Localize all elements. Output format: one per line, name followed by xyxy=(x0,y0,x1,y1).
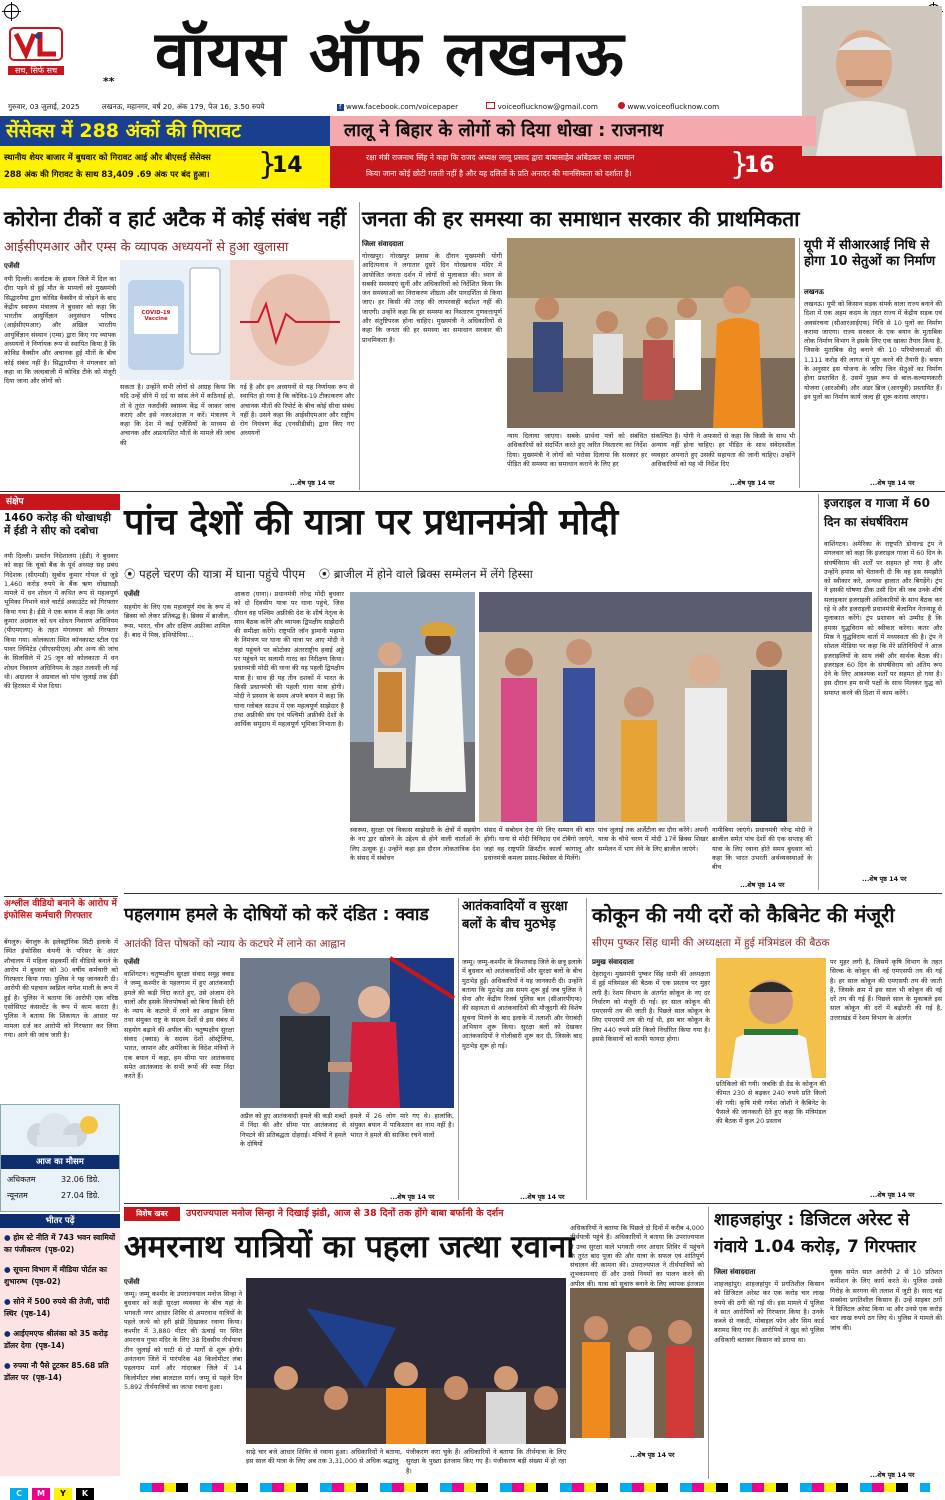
weather-max-label: अधिकतम xyxy=(7,1175,36,1184)
bullet-icon: ● xyxy=(4,1361,14,1370)
index-item[interactable] xyxy=(4,1360,118,1384)
janta-col4: संकल्पित है। योगी ने अफसरों से कहा कि किसी के साथ भी अन्याय नहीं होना चाहिए। हर पीड़ित के साथ संवेदनशील व्यवहार अपनाते हुए उसकी सहायता की जानी चाहिए। उन्होंने अधिकारियों को यह भी निर्देश दिए xyxy=(651,432,795,468)
dhami-photo xyxy=(716,958,826,1078)
janta-col3: न्याय दिलाया जाएगा। सबके प्रार्थना पत्रों को संबंधित अधिकारियों को संदर्भित करते हुए त्वरित निस्तारण का निर्देश दिया। मुख्यमंत्री ने लोगों को भरोसा दिलाया कि सरकार हर पीड़ित की समस्या का समाधान कराने के लिए हर xyxy=(507,432,647,468)
facebook-icon: f xyxy=(337,102,344,111)
corona-col2: सकता है। उन्होंने सभी लोगों से आग्रह किया कि यदि उन्हें सीने में दर्द या सांस लेने में कठिनाई हो, तो वे तुरंत नजदीकी स्वास्थ्य केंद्र में जाकर जांच कराएं और इसे नजरअंदाज न करें। मंत्रालय ने कहा कि देश में कई एजेंसियों के माध्यम से अचानक और अप्रत्याशित मौतों के मामले की जांच की xyxy=(120,383,235,447)
modi-sub2: ब्राजील में होने वाले ब्रिक्स सम्मेलन में लेंगे हिस्सा xyxy=(333,567,533,581)
amarnath-continued: ...शेष पृष्ठ 14 पर xyxy=(630,1451,675,1459)
registration-mark xyxy=(4,4,19,19)
ticker-left-text2: 288 अंक की गिरावट के साथ 83,409 .69 अंक पर बंद हुआ। xyxy=(4,169,210,179)
ticker-right-page-ref: 16 xyxy=(744,153,775,178)
cabinet-col2: पर मुहर लगी है, जिसमें कृषि विभाग के तहत सिल्क के कोकून की नई एमएसपी तय की गई है। हर साल कोकून की एमएसपी तय की जाती है, जिसके क्रम में इस साल भी कोकून की नई दरें तय की गई हैं। पिछले साल के मुकाबले इस साल कोकून की दरों में बढ़ोतरी की गई है, उत्तराखंड में रेशम विभाग के अंतर्गत xyxy=(830,958,942,1022)
modi-ghana-photo-2 xyxy=(479,592,812,822)
bullet-icon: ● xyxy=(4,1233,14,1242)
special-tag: विशेष खबर xyxy=(124,1207,180,1221)
israel-headline: इजराइल व गाजा में 60 दिन का संघर्षविराम xyxy=(824,496,930,529)
index-item-ref: (पृष्ठ-14) xyxy=(32,1373,62,1382)
weather-cloud-icon xyxy=(7,1111,115,1151)
modi-byline: एजेंसी xyxy=(124,590,140,598)
index-item-text: आईएमएफ श्रीलंका को 35 करोड़ डॉलर देगा xyxy=(4,1329,108,1350)
ticker-left-text1: स्थानीय शेयर बाजार में बुधवार को गिरावट आई और बीएसई सेंसेक्स xyxy=(4,152,211,162)
weather-box xyxy=(0,1104,120,1212)
website-link[interactable]: www.voiceoflucknow.com xyxy=(627,102,720,111)
cabinet-headline: कोकून की नयी दरों को कैबिनेट की मंजूरी xyxy=(592,903,895,927)
cabinet-continued: ...शेष पृष्ठ 14 पर xyxy=(870,1191,915,1199)
weather-min-value: 27.04 डिग्रे. xyxy=(61,1191,100,1200)
amarnath-pilgrims-photo xyxy=(570,1288,704,1438)
email-link[interactable]: voiceoflucknow@gmail.com xyxy=(497,102,598,111)
index-item-text: सूचना विभाग में मीडिया पोर्टल का शुभारम्भ xyxy=(4,1265,107,1286)
cmyk-swatch: K xyxy=(76,1488,94,1500)
ticker-left-headline: सेंसेक्स में 288 अंकों की गिरावट xyxy=(0,116,336,146)
shahjahanpur-continued: ...शेष पृष्ठ 14 पर xyxy=(870,1471,915,1479)
terror-continued: ...शेष पृष्ठ 14 पर xyxy=(520,1193,565,1201)
ticker-right-text2: किया जाना कोई छोटी गलती नहीं है और यह दलितों के प्रति अनादर की मानसिकता को दर्शाता है। xyxy=(366,169,632,178)
index-item-text: होम स्टे नीति में 743 भवन स्वामियों का पंजीकरण xyxy=(4,1233,116,1254)
index-item-text: सोने में 500 रुपये की तेजी, चांदी स्थिर xyxy=(4,1297,110,1318)
quad-headline: पहलगाम हमले के दोषियों को करें दंडित : क्वाड xyxy=(124,905,429,925)
rajnath-photo xyxy=(802,6,942,156)
quad-jaishankar-photo xyxy=(240,958,454,1108)
israel-text: वाशिंगटन। अमेरिका के राष्ट्रपति डोनाल्ड ट्रंप ने मंगलवार को कहा कि इजराइल गाजा में 60 दिन के संघर्षविराम की शर्तों पर सहमत हो गया है और उन्होंने हमास को चेतावनी दी कि वह इस समझौते को स्वीकार करे, अन्यथा हालात और बिगड़ेंगे। ट्रंप ने इसकी घोषणा ठीक उसी दिन की जब उनके शीर्ष सलाहकार इजराइली अधिकारियों के साथ बैठक कर रहे थे और इजराइली प्रधानमंत्री बेंजामिन नेतन्याहू से मुलाकात करेंगे। ट्रंप प्रशासन को उम्मीद है कि हमास युद्धविराम को स्वीकार करेगा। कतर और मिस्र ने युद्धविराम वार्ता में मध्यस्थता की है। ट्रंप ने सोशल मीडिया पर कहा कि मेरे प्रतिनिधियों ने आज इजराइलियों के साथ लंबी और सार्थक बैठक की। इजराइल 60 दिन के संघर्षविराम को अंतिम रूप देने के लिए आवश्यक शर्तों पर सहमत हो गया है। इस दौरान हम सभी पक्षों के साथ मिलकर युद्ध को समाप्त करने की दिशा में काम करेंगे। xyxy=(824,540,942,697)
corona-headline: कोरोना टीकों व हार्ट अटैक में कोई संबंध नहीं xyxy=(4,207,347,231)
weather-title: आज का मौसम xyxy=(1,1155,119,1169)
issue-date: गुरुवार, 03 जुलाई, 2025 xyxy=(8,102,80,111)
ticker-right: लालू ने बिहार के लोगों को दिया धोखा : राजनाथ रक्षा मंत्री राजनाथ सिंह ने कहा कि राजद अध्यक्ष लालू प्रसाद द्वारा बाबासाहेब आंबेडकर का अपमान किया जाना कोई छोटी गलती नहीं है और यह दलितों के प्रति अनादर की मानसिकता को दर्शाता है। } 16 xyxy=(330,116,802,188)
amarnath-caption1: साढ़े चार बजे आधार शिविर से रवाना हुआ। अधिकारियों ने बताया, इस साल की यात्रा के लिए अब तक 3,31,000 से अधिक श्रद्धालु xyxy=(246,1448,402,1466)
index-item-ref: (पृष्ठ-02) xyxy=(44,1245,75,1254)
logo xyxy=(8,26,64,75)
cabinet-subhead: सीएम पुष्कर सिंह धामी की अध्यक्षता में हुई मंत्रिमंडल की बैठक xyxy=(592,937,830,949)
modi-headline: पांच देशों की यात्रा पर प्रधानमंत्री मोदी xyxy=(124,502,619,543)
corona-subhead: आईसीएमआर और एम्स के व्यापक अध्ययनों से हुआ खुलासा xyxy=(4,240,289,255)
bullet-icon: ● xyxy=(4,1329,14,1338)
corona-col3: गई है और इन अध्ययनों से यह निर्णायक रूप से स्थापित हो गया है कि कोविड-19 टीकाकरण और अचानक मौतों की रिपोर्ट के बीच कोई सीधा संबंध नहीं है। उसने कहा कि आईसीएमआर और राष्ट्रीय रोग नियंत्रण केंद्र (एनसीडीसी) द्वारा किए गए अध्ययनों xyxy=(240,383,354,438)
brief-section-label: संक्षेप xyxy=(0,494,120,510)
setu-continued: ...शेष पृष्ठ 14 पर xyxy=(870,479,915,487)
quad-caption1: अप्रैल को हुए आतंकवादी हमले की कड़ी शब्दों में निंदा की और सीमा पार आतंकवाद से निपटने की प्रतिबद्धता दोहराई। मंत्रियों ने हमले के दोषियों xyxy=(240,1112,346,1148)
modi-ghana-photo-1 xyxy=(350,592,475,822)
setu-text: लखनऊ। यूपी को किसान सड़क संपर्क वाला राज्य बनाने की दिशा में एक अहम कदम के तहत राज्य में केंद्रीय सड़क एवं अवसंरचना (सीआरआईएफ) निधि से 10 पुलों का निर्माण कराया जाएगा। राज्य सरकार के एक बयान के मुताबिक लोक निर्माण विभाग ने इसके लिए एक खाका तैयार किया है, जिसके मुताबिक सेतु बनाने की 10 परियोजनाओं की 1,111 करोड़ की लागत से पूरा करने की तैयारी है। बयान के अनुसार इस योजना के जरिए जिन सेतुओं का निर्माण होना प्रस्तावित है, उसमें मुख्य रूप से बाल-कल्याणकारी योजना (आरओबी) और अंडर ब्रिज (आरयूबी) प्रस्तावित हैं। इन पुलों का निर्माण कार्य जल्द ही शुरू कराया जाएगा। xyxy=(804,300,942,401)
setu-byline: लखनऊ xyxy=(804,288,824,296)
corona-continued: ...शेष पृष्ठ 14 पर xyxy=(290,479,335,487)
terror-headline: आतंकवादियों व सुरक्षा बलों के बीच मुठभेड़ xyxy=(462,899,568,932)
modi-col4: पांच जुलाई तक अर्जेंटीना का दौरा करेंगे। अपनी यात्रा के चौथे चरण में मोदी 17वें ब्रिक्स शिखर सम्मेलन में भाग लेने के लिए ब्राजील जाएंगे। xyxy=(598,826,708,853)
modi-sub-bullet: ⦿ xyxy=(124,567,140,581)
setu-headline: यूपी में सीआरआई निधि से होगा 10 सेतुओं का निर्माण xyxy=(804,238,936,269)
index-item[interactable] xyxy=(4,1296,118,1320)
amarnath-byline: एजेंसी xyxy=(124,1278,140,1286)
cabinet-byline: प्रमुख संवाददाता xyxy=(592,958,634,966)
corona-byline: एजेंसी xyxy=(4,262,20,270)
modi-col6: सहयोग के लिए एक महत्वपूर्ण मंच के रूप में ब्रिक्स को लेकर प्रतिबद्ध है। ब्रिक्स में ब्राजील, रूस, भारत, चीन और दक्षिण अफ्रीका शामिल हैं। बाद में मिस्र, इथियोपिया... xyxy=(124,603,230,639)
cabinet-col1: देहरादून। मुख्यमंत्री पुष्कर सिंह धामी की अध्यक्षता में हुई मंत्रिमंडल की बैठक में एक प्रस्ताव पर मुहर लगी है। रेशम विभाग के अंतर्गत कोकून के नए दर निर्धारण को मंजूरी दी गई। हर साल कोकून की एमएसपी तय की जाती है। पिछले साल कोकून के लिए एमएसपी तय की गई थी, इस बार कोकून के लिए 440 रुपये प्रति किलो निर्धारित किया गया है। इससे किसानों को काफी फायदा होगा। xyxy=(592,970,710,1044)
index-item[interactable] xyxy=(4,1264,118,1288)
cmyk-swatch: Y xyxy=(54,1488,72,1500)
amarnath-col2: अधिकारियों ने बताया कि पिछले दो दिनों में करीब 4,000 तीर्थयात्री पहुंचे हैं। अधिकारियों ने बताया कि उपराज्यपाल ने उच्च सुरक्षा वाले भगवती नगर आधार शिविर में पहुंचने के तुरंत बाद पूजा की और यात्रा के सफल एवं शांतिपूर्ण संचालन की कामना की। उपराज्यपाल ने तीर्थयात्रियों को शुभकामनाएं दीं और उनसे नियमों का पालन करने की अपील की। यात्रा को सुचारु बनाने के लिए व्यापक इंतजाम xyxy=(570,1224,704,1288)
modi-col2: स्वास्थ्य, सुरक्षा एवं विकास साझेदारी के क्षेत्रों में सहयोग के नए द्वार खोलने के उद्देश्य से होने वाली वार्ताओं के लिए उत्सुक हूं। उन्होंने कहा इस दौरान लोकतांत्रिक देश के संसद में संबोधन xyxy=(350,826,480,862)
logo-tagline: सच, सिर्फ सच xyxy=(8,66,64,75)
index-box xyxy=(0,1214,120,1476)
bullet-icon: ● xyxy=(4,1265,14,1274)
modi-col5: नामीबिया जाएंगे। प्रधानमंत्री नरेन्द्र मोदी ने ब्राजील समेत पांच देशों की एक सप्ताह की यात्रा के लिए रवाना होते समय बुधवार को कहा कि भारत उभरती अर्थव्यवस्थाओं के बीच xyxy=(712,826,812,872)
corona-col1: नयी दिल्ली। कर्नाटक के हासन जिले में दिल का दौरा पड़ने से हुई मौत के मामलों को मुख्यमंत्री सिद्धारमैया द्वारा कोविड वैक्सीन से जोड़ने के बाद केंद्रीय स्वास्थ्य मंत्रालय ने बुधवार को कहा कि भारतीय आयुर्विज्ञान अनुसंधान परिषद (आईसीएमआर) और अखिल भारतीय आयुर्विज्ञान संस्थान (एम्स) द्वारा किए गए व्यापक अध्ययनों ने निर्णायक रूप से स्थापित किया है कि कोविड वैक्सीन और अचानक हुई मौतों के बीच कोई संबंध नहीं है। सिद्धारमैया ने मंगलवार को कहा था कि जल्दबाजी में कोविड टीके को मंजूरी दिया जाना और लोगों को xyxy=(4,275,116,386)
quad-subhead: आतंकी वित्त पोषकों को न्याय के कटघरे में लाने का आह्वान xyxy=(124,938,346,950)
shahjahanpur-headline: शाहजहांपुर : डिजिटल अरेस्ट से गंवाये 1.04 करोड़, 7 गिरफ्तार xyxy=(714,1210,916,1257)
shahjahanpur-col2: युवक समेत सात आरोपी 2 से 10 प्रतिशत कमीशन के लिए कार्य करते थे। पुलिस उनसे गिरोह के सरगना की तलाश में जुटी है। सरद चंद्र सक्सेना प्रगतिशील किसान हैं। उन्हें साइबर ठगों ने डिजिटल अरेस्ट किया था और उनसे एक करोड़ चार लाख रुपये ठग लिए थे। पुलिस ने मामले की जांच की। xyxy=(830,1268,942,1332)
shahjahanpur-col1: शाहजहांपुर। शाहजहांपुर में प्रगतिशील किसान को डिजिटल अरेस्ट कर एक करोड़ चार लाख रुपये की ठगी की गई थी। इस मामले में पुलिस ने सात आरोपियों को गिरफ्तार किया है। उनके कब्जे से नकदी, मोबाइल फोन और सिम कार्ड बरामद किए गए हैं। आरोपियों ने खुद को पुलिस अधिकारी बताकर किसान को डराया था। xyxy=(714,1280,824,1344)
globe-icon xyxy=(618,102,625,111)
modi-col3: संसद में संबोधन देना मेरे लिए सम्मान की बात होगी। घाना से मोदी त्रिनिदाद एवं टोबैगो जाएंगे, जहां वह राष्ट्रपति क्रिस्टीन कार्ला कांगालू और प्रधानमंत्री कमला प्रसाद-बिसेसर से मिलेंगे। xyxy=(484,826,594,862)
index-item-ref: (पृष्ठ-14) xyxy=(35,1341,65,1350)
weather-min-label: न्यूनतम xyxy=(7,1191,28,1200)
ed-text: नयी दिल्ली। प्रवर्तन निदेशालय (ईडी) ने बुधवार को कहा कि चूको बैंक के पूर्व अध्यक्ष सह प्रबंध निदेशक (सीएमडी) सुबोध कुमार गोयल से जुड़े 1,460 करोड़ रुपये के बैंक ऋण धोखाधड़ी मामले में धन शोधन में कथित रूप से महत्वपूर्ण भूमिका निभाने वाले चार्टर्ड अकाउंटेंट को गिरफ्तार किया गया है। ईडी ने एक बयान में कहा कि अनंत कुमार अग्रवाल को धन शोधन निवारण अधिनियम (पीएमएलए) के तहत मंगलवार को गिरफ्तार किया गया। कोलकाता स्थित कॉनकास्ट स्टील एंड पावर लिमिटेड (सीएसपीएल) और अन्य की जांच के सिलसिले में 25 जून को कोलकाता में धन शोधन निवारण अधिनियम के तहत तलाशी ली गई थी। अदालत ने अग्रवाल को पांच जुलाई तक ईडी की हिरासत में भेज दिया। xyxy=(4,552,118,691)
stars: ** xyxy=(103,75,115,88)
modi-continued: ...शेष पृष्ठ 14 पर xyxy=(740,881,785,889)
weather-max-value: 32.06 डिग्रे. xyxy=(61,1175,100,1184)
index-title: भीतर पढ़ें xyxy=(0,1214,120,1228)
cmyk-swatch: C xyxy=(10,1488,28,1500)
quad-continued: ...शेष पृष्ठ 14 पर xyxy=(390,1193,435,1201)
yogi-janta-darshan-photo xyxy=(507,238,795,428)
vaccine-photo xyxy=(120,260,354,380)
infosys-text: बेंगलुरु। बेंगलुरु के इलेक्ट्रॉनिक सिटी इलाके में स्थित इंफोसिस कंपनी के परिसर के अंदर शौचालय में महिला सहकर्मी की वीडियो बनाने के आरोप में बुधवार को 30 वर्षीय कर्मचारी को गिरफ्तार किया गया। पुलिस ने यह जानकारी दी। आरोपी की पहचान स्वप्निल नागेश माली के रूप में हुई है। पुलिस ने बताया कि आरोपी एक वरिष्ठ एसोसिएट कंसल्टेंट के रूप में काम करता है। पुलिस ने बताया कि शिकायत के आधार पर मामला दर्ज कर आरोपी को गिरफ्तार कर लिया गया। आगे की जांच जारी है। xyxy=(4,938,118,1039)
index-item[interactable] xyxy=(4,1232,118,1256)
janta-byline: जिला संवाददाता xyxy=(362,240,404,248)
edition-info: लखनऊ, महानगर, वर्ष 20, अंक 179, पेज 16, 3.50 रुपये xyxy=(101,102,265,111)
ticker-right-headline: लालू ने बिहार के लोगों को दिया धोखा : राजनाथ xyxy=(330,116,816,146)
quad-caption2: हमले में 26 लोग मारे गए थे। हालांकि, संयुक्त बयान में पाकिस्तान का नाम नहीं है। भारत ने हमले की साजिश रचने वालों xyxy=(350,1112,454,1139)
amarnath-caption2: पंजीकरण करा चुके हैं। अधिकारियों ने बताया कि तीर्थयात्रा के लिए सुरक्षा के पुख्ता इंतजाम किए गए हैं। पंजीकरण बड़ी संख्या में हो रहा है। xyxy=(406,1448,566,1475)
janta-col1: गोरखपुर। गोरखपुर प्रवास के दौरान मुख्यमंत्री योगी आदित्यनाथ ने लगातार दूसरे दिन गोरखनाथ मंदिर में आयोजित जनता दर्शन में लोगों से मुलाकात की। ध्यान से सबकी समस्याएं सुनीं और अधिकारियों को निर्देशित किया कि जन समस्याओं का निराकरण शीघ्रता और पारदर्शिता से किया जाए। हर किसी की तरह की लापरवाही बर्दाश्त नहीं की जाएगी। उन्होंने कहा कि हर समस्या का निस्तारण गुणवत्तापूर्ण और संतुष्टिपरक होना चाहिए। मुख्यमंत्री ने अधिकारियों से कहा कि जनता की हर समस्या का समाधान सरकार की प्राथमिकता है। xyxy=(362,252,502,344)
cmyk-swatch: M xyxy=(32,1488,50,1500)
amarnath-col1: जम्मू। जम्मू कश्मीर के उपराज्यपाल मनोज सिन्हा ने बुधवार को कड़ी सुरक्षा व्यवस्था के बीच यहां के भगवती नगर आधार शिविर से अमरनाथ यात्रियों के पहले जत्थे को हरी झंडी दिखाकर रवाना किया। कश्मीर में 3,880 मीटर की ऊंचाई पर स्थित अमरनाथ गुफा मंदिर के लिए 38 दिवसीय तीर्थयात्रा तीन जुलाई को घाटी से दो मार्गों से शुरू होगी। अनंतनाग जिले में पारंपरिक 48 किलोमीटर लंबा पहलगाम मार्ग और गांदरबल जिले में 14 किलोमीटर लंबा बालटाल मार्ग। जम्मू से पहले दिन 5,892 तीर्थयात्रियों का जत्था रवाना हुआ। xyxy=(124,1290,242,1391)
bullet-icon: ● xyxy=(4,1297,14,1306)
shahjahanpur-byline: जिला संवाददाता xyxy=(714,1268,756,1276)
terror-text: जम्मू। जम्मू-कश्मीर के किश्तवाड़ जिले के छत्रू इलाके में बुधवार को आतंकवादियों और सुरक्षा बलों के बीच मुठभेड़ हुई। अधिकारियों ने यह जानकारी दी। उन्होंने बताया कि मुठभेड़ उस समय शुरू हुई जब पुलिस ने सेना और केंद्रीय रिजर्व पुलिस बल (सीआरपीएफ) की सहायता से आतंकवादियों की मौजूदगी की विशेष सूचना मिलने के बाद इलाके में तलाशी और घेराबंदी अभियान शुरू किया। सुरक्षा बलों को देखकर आतंकवादियों ने गोलीबारी शुरू कर दी, जिसके बाद मुठभेड़ शुरू हो गई। xyxy=(462,958,582,1050)
infosys-headline: अश्लील वीडियो बनाने के आरोप में इंफोसिस कर्मचारी गिरफ्तार xyxy=(4,899,117,921)
color-bar xyxy=(0,1480,945,1498)
vaccine-label: COVID-19 Vaccine xyxy=(141,310,171,322)
amarnath-headline: अमरनाथ यात्रियों का पहला जत्था रवाना xyxy=(124,1229,575,1265)
index-item-text: रुपया नौ पैसे टूटकर 85.68 प्रति डॉलर पर xyxy=(4,1361,109,1382)
special-banner: उपराज्यपाल मनोज सिन्हा ने दिखाई झंडी, आज से 38 दिनों तक होंगे बाबा बर्फानी के दर्शन xyxy=(186,1208,504,1219)
ticker-right-text1: रक्षा मंत्री राजनाथ सिंह ने कहा कि राजद अध्यक्ष लालू प्रसाद द्वारा बाबासाहेब आंबेडकर का अपमान xyxy=(366,153,635,162)
israel-continued: ...शेष पृष्ठ 14 पर xyxy=(862,875,907,883)
quad-byline: एजेंसी xyxy=(124,958,140,966)
cabinet-caption: प्रतिकिलो की गयी। जबकि डी ग्रेड के कोकून की कीमत 230 से बढ़कर 240 रुपये प्रति किलो की गयी। कृषि मंत्री गणेश जोशी ने कैबिनेट के फैसले की जानकारी देते हुए कहा कि मंत्रिमंडल की बैठक में कुल 20 प्रस्ताव xyxy=(716,1080,826,1126)
index-item-ref: (पृष्ठ-02) xyxy=(31,1277,61,1286)
ed-headline: 1460 करोड़ की धोखाधड़ी में ईडी ने सीए को दबोचा xyxy=(4,512,111,537)
quad-col1: वाशिंगटन। चतुष्पक्षीय सुरक्षा संवाद समूह क्वाड ने जम्मू कश्मीर के पहलगाम में हुए आतंकवादी हमले की कड़ी निंदा करते हुए, उसे अंजाम देने वालों और इसके वित्तपोषकों को बिना किसी देरी के न्याय के कटघरे में लाने का आह्वान किया तथा संयुक्त राष्ट्र के सदस्य देशों से इस संबंध में सहयोग बढ़ाने की अपील की। चतुष्पक्षीय सुरक्षा संवाद (क्वाड) के सदस्य देशों ऑस्ट्रेलिया, भारत, जापान और अमेरिका के विदेश मंत्रियों ने एक बयान में कहा, हम सीमा पार आतंकवाद समेत आतंकवाद के सभी रूपों की स्पष्ट निंदा करते हैं। xyxy=(124,970,234,1081)
ticker-left: सेंसेक्स में 288 अंकों की गिरावट स्थानीय शेयर बाजार में बुधवार को गिरावट आई और बीएसई सेंसेक्स 288 अंक की गिरावट के साथ 83,409 .69 अंक पर बंद हुआ। } 14 xyxy=(0,116,330,188)
facebook-link[interactable]: www.facebook.com/voicepaper xyxy=(345,102,459,111)
modi-sub-bullet: ⦿ xyxy=(318,567,334,581)
janta-continued: ...शेष पृष्ठ 14 पर xyxy=(730,479,775,487)
index-item[interactable] xyxy=(4,1328,118,1352)
index-item-ref: (पृष्ठ-14) xyxy=(20,1309,51,1318)
janta-headline: जनता की हर समस्या का समाधान सरकार की प्राथमिकता xyxy=(362,207,800,231)
ticker-left-page-ref: 14 xyxy=(272,153,303,178)
amarnath-yatra-photo xyxy=(246,1278,566,1444)
modi-sub1: पहले चरण की यात्रा में घाना पहुंचे पीएम xyxy=(139,567,305,581)
email-icon xyxy=(486,102,495,111)
masthead-title: वॉयस ऑफ लखनऊ xyxy=(155,17,625,90)
modi-col1: आकरा (घाना)। प्रधानमंत्री नरेन्द्र मोदी बुधवार को दो दिवसीय यात्रा पर घाना पहुंचे, जिस दौरान वह पश्चिम अफ्रीकी देश के शीर्ष नेतृत्व के साथ बैठक करेंगे और व्यापक द्विपक्षीय साझेदारी की समीक्षा करेंगे। राष्ट्रपति जॉन ड्रामानी महामा के निमंत्रण पर घाना की यात्रा पर आए मोदी ने यहां पहुंचने पर कोटोका अंतरराष्ट्रीय हवाई अड्डे पर पहुंचने पर सलामी गारद का निरीक्षण किया। प्रधानमंत्री मोदी की घाना की यह पहली द्विपक्षीय यात्रा है। साथ ही यह तीन दशकों में भारत के किसी प्रधानमंत्री की पहली घाना यात्रा होगी। मोदी ने प्रस्थान के समय अपने बयान में कहा कि घाना ग्लोबल साउथ में एक महत्वपूर्ण साझेदार है तथा अफ्रीकी संघ एवं पश्चिमी अफ्रीकी देशों के आर्थिक समुदाय में महत्वपूर्ण भूमिका निभाता है। xyxy=(234,590,344,729)
